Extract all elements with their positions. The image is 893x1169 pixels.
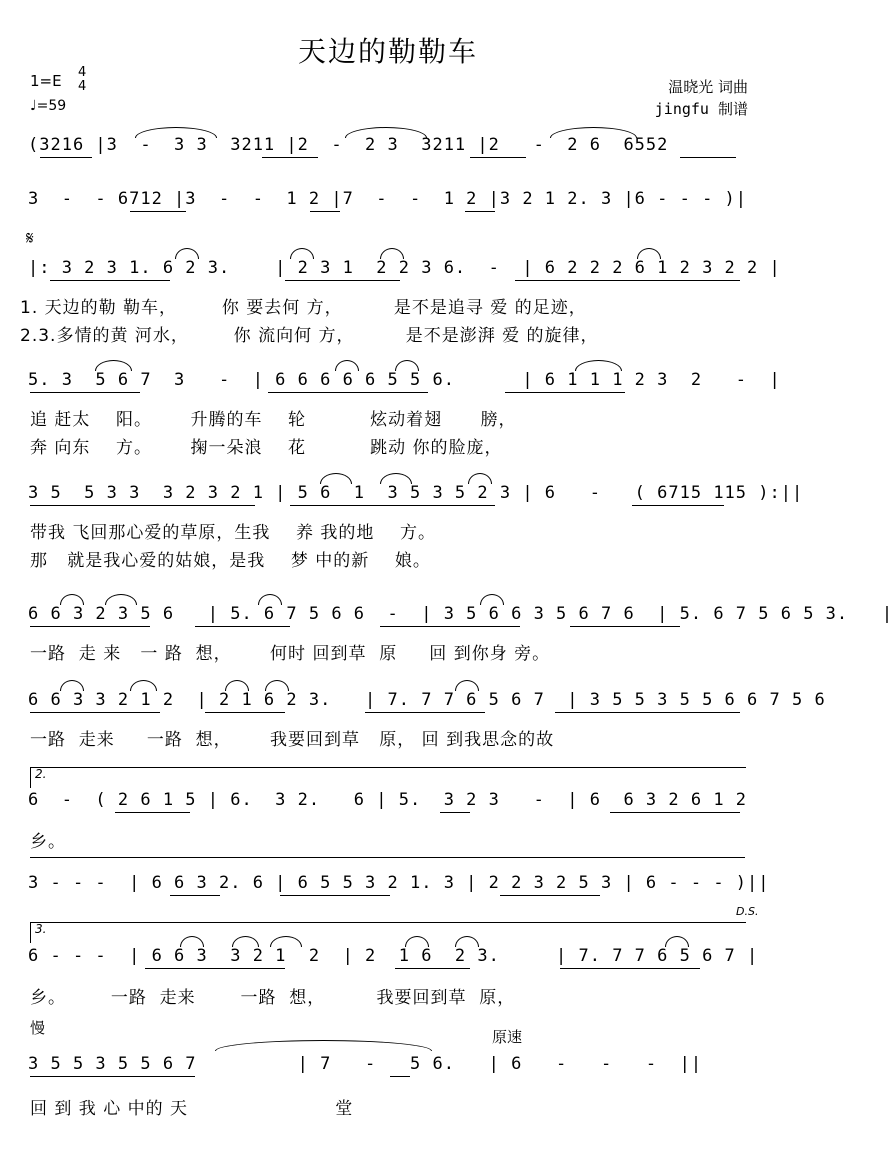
- underline: [50, 280, 170, 281]
- score-row-3: [0, 258, 781, 348]
- underline: [145, 968, 285, 969]
- underline: [380, 626, 520, 627]
- slur: [225, 680, 249, 691]
- slur: [105, 594, 137, 605]
- score-row-6: [0, 604, 893, 664]
- score-row-11: [0, 1054, 776, 1119]
- slur: [455, 680, 479, 691]
- score-row-8: [0, 790, 776, 850]
- lyric-verse-2: 那 就是我心爱的姑娘，是我 梦 中的新 娘。: [30, 551, 431, 571]
- slur: [320, 473, 352, 484]
- notes-row-5: 3 5 5 3 3 3 2 3 2 1 | 5 6 1 3 5 3 5 2 3 | 6 - ( 6715 115 ):||: [28, 483, 804, 503]
- key-label: 1=E: [30, 72, 62, 90]
- lyric-verse-2: 奔 向东 方。 掬一朵浪 花 跳动 你的脸庞，: [30, 438, 503, 458]
- credit-lyricist-composer: 温晓光 词曲: [668, 78, 748, 96]
- segno-sign: 𝄋: [26, 228, 34, 249]
- time-top: 4: [78, 65, 87, 80]
- notes-row-10: 6 - - - | 6 6 3 3 2 1 2 | 2 1 6 2 3. | 7. 7 7 6 5 6 7 |: [28, 946, 759, 966]
- notes-row-7: 6 6 3 3 2 1 2 | 2 1 6 2 3. | 7. 7 7 6 5 6 7 | 3 5 5 3 5 5 6 6 7 5 6: [28, 690, 826, 710]
- lyric-line: 乡。: [30, 832, 66, 852]
- slur: [395, 360, 419, 371]
- underline: [500, 895, 600, 896]
- underline: [262, 157, 318, 158]
- underline: [30, 392, 140, 393]
- slur: [380, 248, 404, 259]
- slur: [550, 127, 637, 138]
- ds-marking: D.S.: [736, 905, 759, 918]
- tempo-marking: ♩=59: [30, 98, 67, 114]
- underline: [290, 505, 495, 506]
- underline: [30, 712, 160, 713]
- underline: [30, 1076, 195, 1077]
- underline: [632, 505, 724, 506]
- notes-row-8: 6 - ( 2 6 1 5 | 6. 3 2. 6 | 5. 3 2 3 - | 6 6 3 2 6 1 2: [28, 790, 748, 810]
- slur: [215, 1040, 432, 1051]
- slur: [60, 680, 84, 691]
- song-title: 天边的勒勒车: [297, 35, 478, 68]
- underline: [395, 968, 470, 969]
- original-tempo-marking: 原速: [492, 1028, 523, 1046]
- underline: [365, 712, 485, 713]
- lyric-verse-1: 带我 飞回那心爱的草原，生我 养 我的地 方。: [30, 523, 437, 543]
- underline: [285, 280, 400, 281]
- credit-arranger: jingfu 制谱: [654, 100, 748, 118]
- underline: [130, 211, 186, 212]
- score-row-1: [0, 135, 776, 175]
- notes-row-1: (3216 |3 - 3 3 3211 |2 - 2 3 3211 |2 - 2 6 6552: [28, 135, 669, 155]
- volta-label: 3.: [35, 922, 47, 936]
- lyric-line: 回 到 我 心 中的 天 堂: [30, 1099, 354, 1119]
- notes-row-9: 3 - - - | 6 6 3 2. 6 | 6 5 5 3 2 1. 3 | 2 2 3 2 5 3 | 6 - - - )||: [28, 873, 770, 893]
- slur: [345, 127, 427, 138]
- underline: [205, 712, 285, 713]
- slur: [468, 473, 492, 484]
- key-signature: [30, 72, 62, 90]
- lyric-verse-1: 追 赶太 阳。 升腾的车 轮 炫动着翅 膀，: [30, 410, 517, 430]
- slow-marking: 慢: [30, 1019, 46, 1037]
- underline: [30, 626, 150, 627]
- volta-bracket-3: [30, 922, 746, 943]
- underline: [195, 626, 290, 627]
- underline: [570, 626, 680, 627]
- underline: [310, 211, 340, 212]
- underline: [268, 392, 428, 393]
- lyric-verse-2: 2.3.多情的黄 河水， 你 流向何 方， 是不是澎湃 爱 的旋律，: [20, 326, 599, 346]
- underline: [115, 812, 190, 813]
- underline: [440, 812, 470, 813]
- volta-label: 2.: [35, 767, 47, 781]
- notes-row-4: 5. 3 5 6 7 3 - | 6 6 6 6 6 5 5 6. | 6 1 1 1 2 3 2 - |: [28, 370, 781, 390]
- slur: [290, 248, 314, 259]
- lyric-line: 一路 走 来 一 路 想， 何时 回到草 原 回 到你身 旁。: [30, 644, 551, 664]
- score-row-7: [0, 690, 826, 750]
- underline: [555, 712, 740, 713]
- underline: [280, 895, 390, 896]
- slur: [60, 594, 84, 605]
- lyric-verse-1: 1. 天边的勒 勒车， 你 要去何 方， 是不是追寻 爱 的足迹，: [20, 298, 587, 318]
- underline: [30, 505, 255, 506]
- slur: [637, 248, 661, 259]
- slur: [265, 680, 289, 691]
- underline: [40, 157, 92, 158]
- score-row-5: [0, 483, 804, 573]
- volta-bracket-2: [30, 767, 746, 788]
- slur: [175, 248, 199, 259]
- score-row-4: [0, 370, 781, 460]
- underline: [610, 812, 740, 813]
- lyric-line: 一路 走来 一路 想， 我要回到草 原， 回 到我思念的故: [30, 730, 555, 750]
- slur: [95, 360, 132, 371]
- lyric-line: 乡。 一路 走来 一路 想， 我要回到草 原，: [30, 988, 516, 1008]
- score-row-10: [0, 946, 776, 1006]
- slur: [335, 360, 359, 371]
- score-row-9: [0, 873, 776, 913]
- underline: [470, 157, 526, 158]
- underline: [390, 1076, 410, 1077]
- underline: [170, 895, 220, 896]
- volta-end-line: [30, 857, 745, 858]
- underline: [465, 211, 495, 212]
- underline: [505, 392, 625, 393]
- underline: [680, 157, 736, 158]
- slur: [575, 360, 622, 371]
- slur: [258, 594, 282, 605]
- notes-row-3: |: 3 2 3 1. 6 2 3. | 2 3 1 2 2 3 6. - | 6 2 2 2 6 1 2 3 2 2 |: [28, 258, 781, 278]
- underline: [515, 280, 740, 281]
- notes-row-6: 6 6 3 2 3 5 6 | 5. 6 7 5 6 6 - | 3 5 6 6 3 5 6 7 6 | 5. 6 7 5 6 5 3. |: [28, 604, 893, 624]
- notes-row-2: 3 - - 6712 |3 - - 1 2 |7 - - 1 2 |3 2 1 2. 3 |6 - - - )|: [28, 189, 748, 209]
- slur: [480, 594, 504, 605]
- slur: [130, 680, 157, 691]
- time-bottom: 4: [78, 79, 87, 94]
- notes-row-11: 3 5 5 3 5 5 6 7 | 7 - 5 6. | 6 - - - ||: [28, 1054, 703, 1074]
- time-signature: [78, 66, 86, 94]
- slur: [135, 127, 217, 138]
- score-row-2: [0, 189, 776, 229]
- underline: [560, 968, 700, 969]
- slur: [380, 473, 412, 484]
